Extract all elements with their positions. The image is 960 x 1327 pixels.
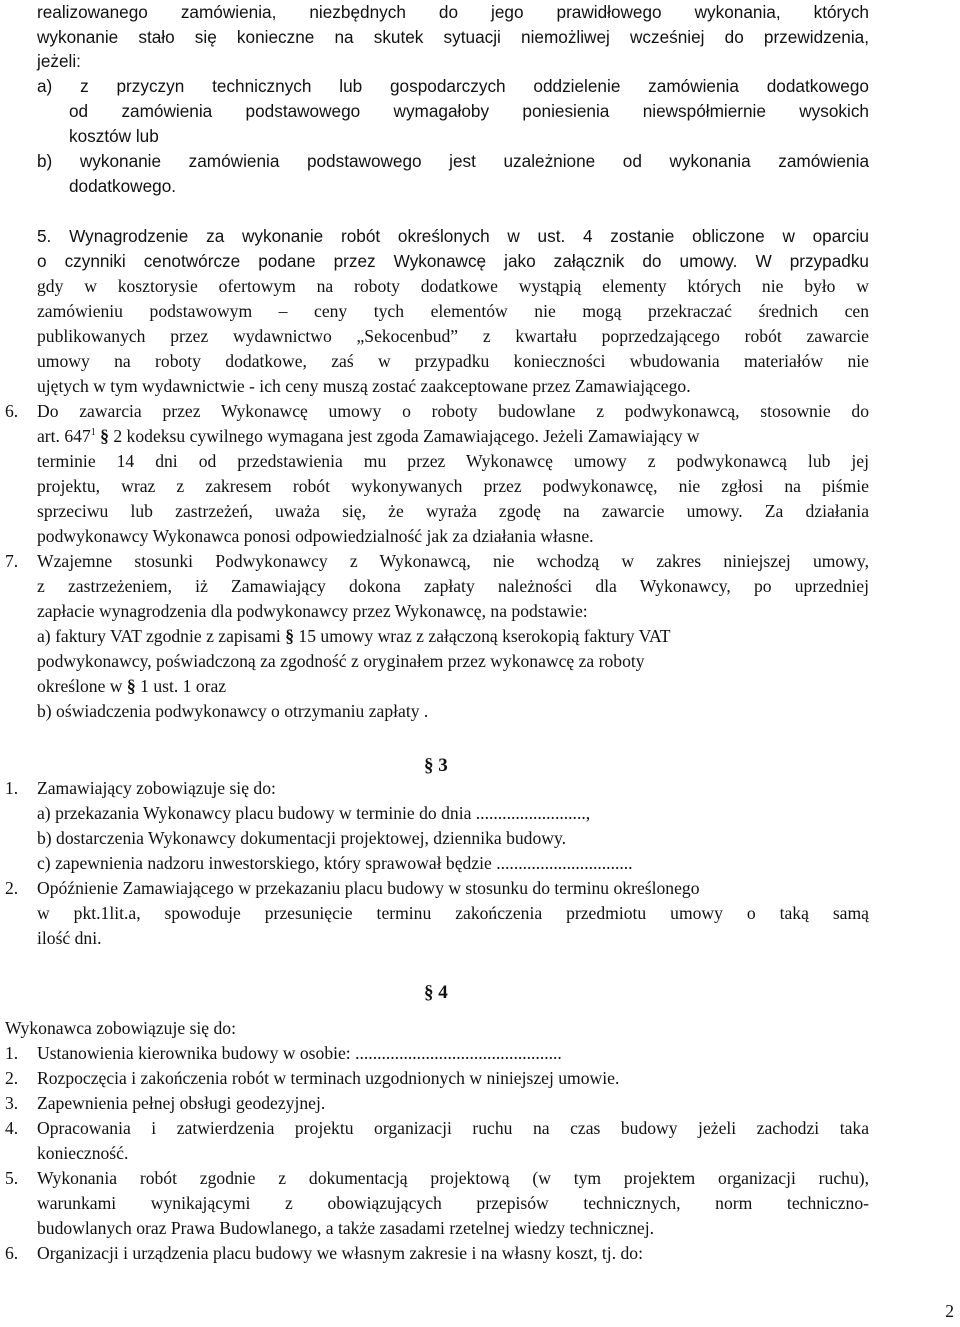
list-item: Opracowania i zatwierdzenia projektu organizacji ruchu na czas budowy jeżeli zachodzi taka bbox=[37, 1118, 869, 1138]
list-number: 6. bbox=[5, 401, 19, 421]
text-line: dodatkowego. bbox=[69, 176, 177, 196]
list-item: Zamawiający zobowiązuje się do: bbox=[37, 778, 276, 798]
list-number: 7. bbox=[5, 551, 19, 571]
text-line: wykonanie stało się konieczne na skutek sytuacji niemożliwej wcześniej do przewidzenia, bbox=[37, 27, 869, 47]
list-number: 1. bbox=[5, 1043, 19, 1063]
section-heading bbox=[424, 980, 448, 1005]
paragraph-5-line: publikowanych przez wydawnictwo „Sekocenbud” z kwartału poprzedzającego robót zawarcie bbox=[37, 326, 869, 346]
paragraph-5-line: umowy na roboty dodatkowe, zaś w przypadku konieczności wbudowania materiałów nie bbox=[37, 351, 869, 371]
section-sign: § bbox=[126, 676, 136, 696]
paragraph-6-line: podwykonawcy Wykonawca ponosi odpowiedzialność jak za działania własne. bbox=[37, 526, 594, 546]
section-intro: Wykonawca zobowiązuje się do: bbox=[5, 1018, 236, 1038]
page-number: 2 bbox=[945, 1301, 954, 1321]
list-item: warunkami wynikającymi z obowiązujących przepisów technicznych, norm techniczno- bbox=[37, 1193, 869, 1213]
article-text: 2 kodeksu cywilnego wymagana jest zgoda Zamawiającego. Jeżeli Zamawiający w bbox=[113, 426, 700, 446]
paragraph-7-line bbox=[37, 624, 671, 649]
paragraph-6-line: sprzeciwu lub zastrzeżeń, uważa się, że wyraża zgodę na zawarcie umowy. Za działania bbox=[37, 501, 869, 521]
text-segment: a) faktury VAT zgodnie z zapisami bbox=[37, 626, 281, 646]
text-line: b) wykonanie zamówienia podstawowego jest uzależnione od wykonania zamówienia bbox=[37, 151, 869, 171]
list-item: b) dostarczenia Wykonawcy dokumentacji projektowej, dziennika budowy. bbox=[37, 828, 567, 848]
paragraph-7-line: podwykonawcy, poświadczoną za zgodność z oryginałem przez wykonawcę za roboty bbox=[37, 651, 645, 671]
paragraph-6-line bbox=[37, 424, 700, 449]
list-number: 5. bbox=[5, 1168, 19, 1188]
paragraph-6-line: projektu, wraz z zakresem robót wykonywanych przez podwykonawcę, nie zgłosi na piśmie bbox=[37, 476, 869, 496]
section-heading bbox=[424, 753, 448, 778]
paragraph-5-line: o czynniki cenotwórcze podane przez Wykonawcę jako załącznik do umowy. W przypadku bbox=[37, 251, 869, 271]
article-ref: art. 647 bbox=[37, 426, 91, 446]
list-number: 1. bbox=[5, 778, 19, 798]
section-sign: § bbox=[100, 426, 109, 446]
text-segment: określone w bbox=[37, 676, 123, 696]
section-sign: § bbox=[424, 982, 434, 1003]
section-number: 3 bbox=[438, 755, 448, 776]
list-number: 3. bbox=[5, 1093, 19, 1113]
paragraph-7-line bbox=[37, 674, 226, 699]
text-line: realizowanego zamówienia, niezbędnych do jego prawidłowego wykonania, których bbox=[37, 2, 869, 22]
text-line: od zamówienia podstawowego wymagałoby poniesienia niewspółmiernie wysokich bbox=[69, 101, 869, 121]
section-sign: § bbox=[424, 755, 434, 776]
paragraph-7-line: b) oświadczenia podwykonawcy o otrzymaniu zapłaty . bbox=[37, 701, 429, 721]
paragraph-6-line: Do zawarcia przez Wykonawcę umowy o roboty budowlane z podwykonawcą, stosownie do bbox=[37, 401, 869, 421]
text-segment: 1 ust. 1 oraz bbox=[140, 676, 227, 696]
text-segment: 15 umowy wraz z załączoną kserokopią faktury VAT bbox=[298, 626, 671, 646]
paragraph-6-line: terminie 14 dni od przedstawienia mu przez Wykonawcę umowy z podwykonawcą lub jej bbox=[37, 451, 869, 471]
superscript: 1 bbox=[90, 427, 96, 438]
list-item: Zapewnienia pełnej obsługi geodezyjnej. bbox=[37, 1093, 326, 1113]
list-item: Organizacji i urządzenia placu budowy we własnym zakresie i na własny koszt, tj. do: bbox=[37, 1243, 643, 1263]
list-item: konieczność. bbox=[37, 1143, 129, 1163]
paragraph-5-line: gdy w kosztorysie ofertowym na roboty dodatkowe wystąpią elementy których nie było w bbox=[37, 276, 869, 296]
paragraph-7-line: zapłacie wynagrodzenia dla podwykonawcy przez Wykonawcę, na podstawie: bbox=[37, 601, 588, 621]
list-item: ilość dni. bbox=[37, 928, 102, 948]
paragraph-5-line: zamówieniu podstawowym – ceny tych elementów nie mogą przekraczać średnich cen bbox=[37, 301, 869, 321]
text-line: a) z przyczyn technicznych lub gospodarczych oddzielenie zamówienia dodatkowego bbox=[37, 76, 869, 96]
text-line: jeżeli: bbox=[37, 51, 81, 71]
list-item: Rozpoczęcia i zakończenia robót w terminach uzgodnionych w niniejszej umowie. bbox=[37, 1068, 620, 1088]
list-item: w pkt.1lit.a, spowoduje przesunięcie terminu zakończenia przedmiotu umowy o taką samą bbox=[37, 903, 869, 923]
list-item: Wykonania robót zgodnie z dokumentacją projektową (w tym projektem organizacji ruchu), bbox=[37, 1168, 869, 1188]
paragraph-5-line: 5. Wynagrodzenie za wykonanie robót określonych w ust. 4 zostanie obliczone w oparciu bbox=[37, 226, 869, 246]
list-number: 2. bbox=[5, 1068, 19, 1088]
paragraph-5-line: ujętych w tym wydawnictwie - ich ceny muszą zostać zaakceptowane przez Zamawiającego. bbox=[37, 376, 691, 396]
list-number: 2. bbox=[5, 878, 19, 898]
list-number: 6. bbox=[5, 1243, 19, 1263]
paragraph-7-line: z zastrzeżeniem, iż Zamawiający dokona zapłaty należności dla Wykonawcy, po uprzedniej bbox=[37, 576, 869, 596]
list-item: Opóźnienie Zamawiającego w przekazaniu placu budowy w stosunku do terminu określonego bbox=[37, 878, 700, 898]
paragraph-7-line: Wzajemne stosunki Podwykonawcy z Wykonawcą, nie wchodzą w zakres niniejszej umowy, bbox=[37, 551, 869, 571]
list-item: a) przekazania Wykonawcy placu budowy w terminie do dnia ........................., bbox=[37, 803, 591, 823]
section-sign: § bbox=[285, 626, 295, 646]
list-item: budowlanych oraz Prawa Budowlanego, a także zasadami rzetelnej wiedzy technicznej. bbox=[37, 1218, 654, 1238]
list-number: 4. bbox=[5, 1118, 19, 1138]
list-item: Ustanowienia kierownika budowy w osobie: ............................................... bbox=[37, 1043, 562, 1063]
section-number: 4 bbox=[438, 982, 448, 1003]
list-item: c) zapewnienia nadzoru inwestorskiego, który sprawował będzie ............................... bbox=[37, 853, 633, 873]
text-line: kosztów lub bbox=[69, 126, 159, 146]
